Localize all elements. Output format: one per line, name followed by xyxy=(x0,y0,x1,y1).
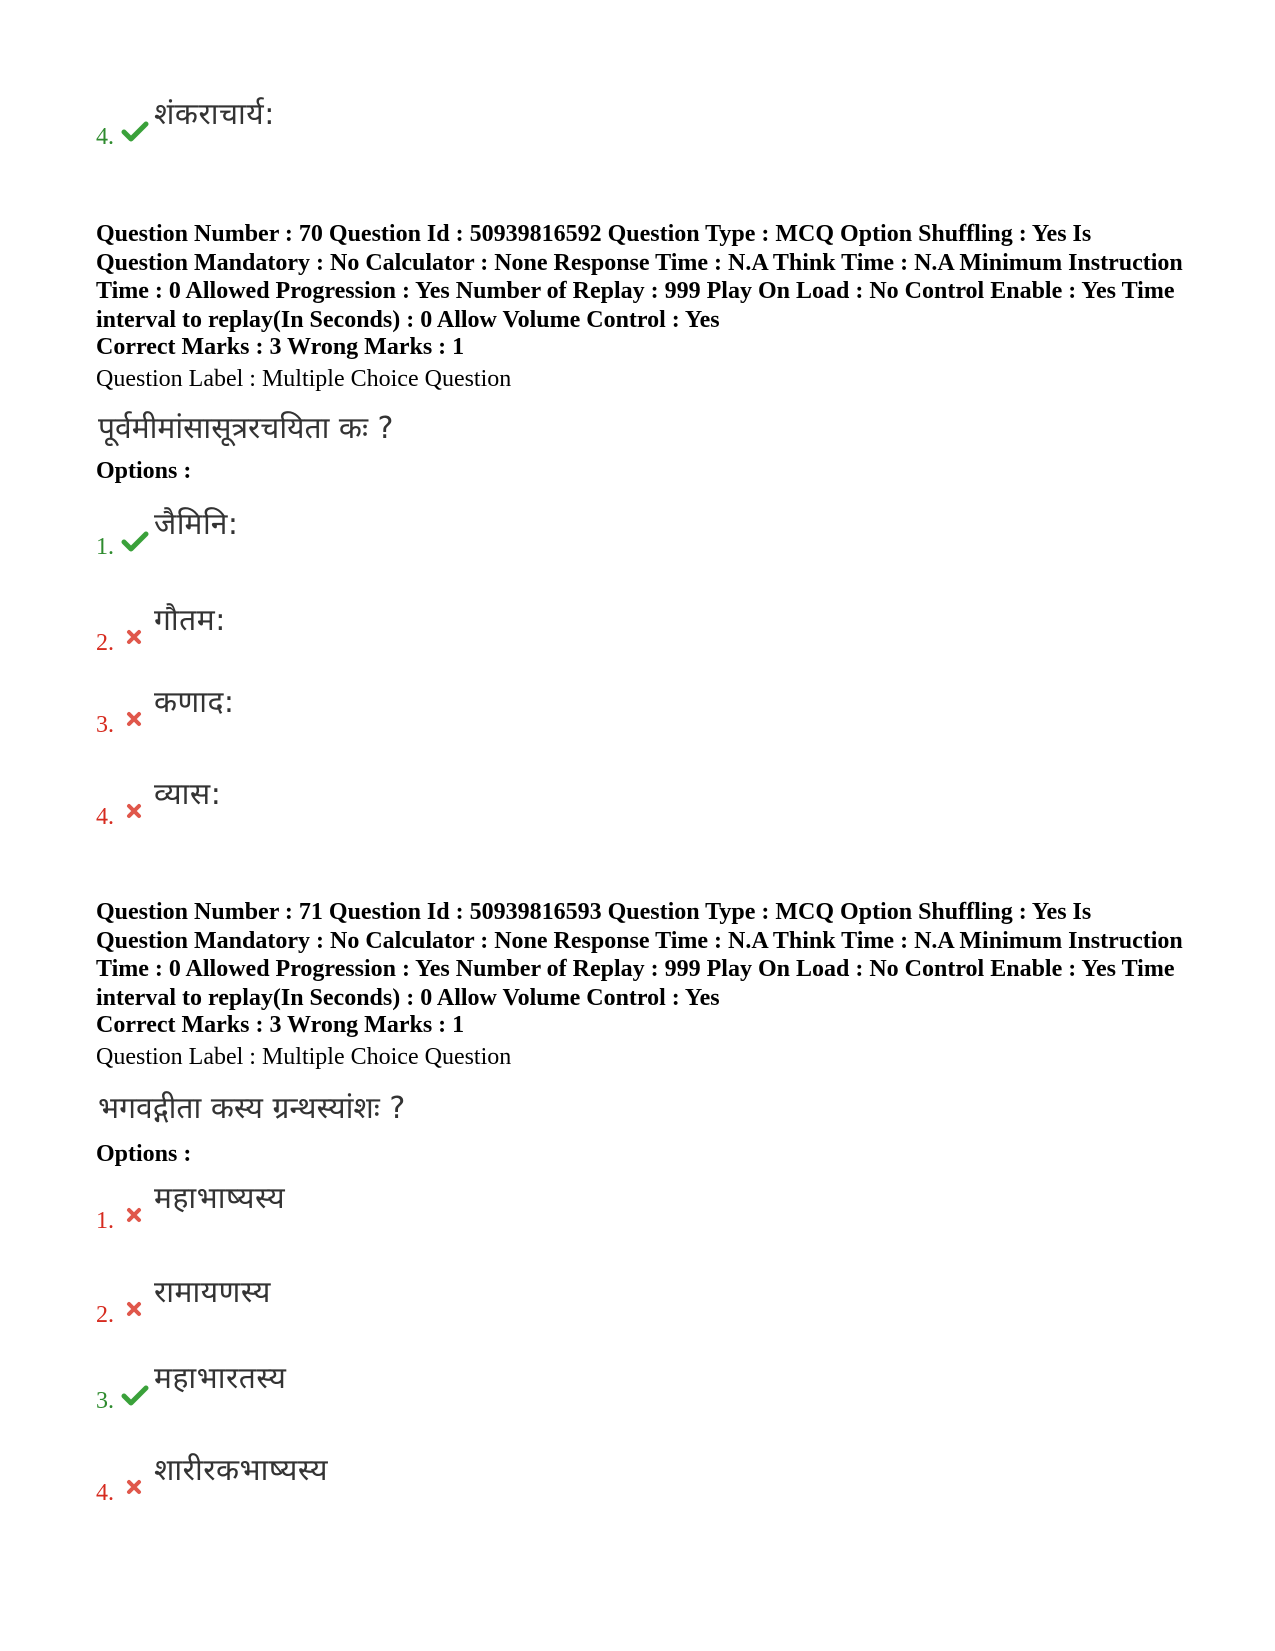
check-icon xyxy=(120,1383,150,1407)
question-marks: Correct Marks : 3 Wrong Marks : 1 xyxy=(96,334,465,360)
option-row xyxy=(96,685,235,738)
option-text: महाभारतस्य xyxy=(154,1361,287,1396)
option-row xyxy=(96,603,226,656)
option-row xyxy=(96,97,275,150)
option-number: 2. xyxy=(96,630,114,656)
option-text: महाभाष्यस्य xyxy=(154,1181,286,1216)
cross-icon xyxy=(120,1475,150,1499)
option-row xyxy=(96,1453,328,1506)
option-number: 3. xyxy=(96,712,114,738)
options-heading: Options : xyxy=(96,1141,192,1167)
option-text: जैमिनि: xyxy=(154,507,239,542)
cross-icon xyxy=(120,1297,150,1321)
cross-icon xyxy=(120,625,150,649)
cross-icon xyxy=(120,1203,150,1227)
option-text: शंकराचार्य: xyxy=(154,97,275,132)
option-number: 1. xyxy=(96,534,114,560)
question-meta: Question Number : 71 Question Id : 50939816593 Question Type : MCQ Option Shuffling : Yes Is Question Mandatory : No Calculator : None Response Time : N.A Think Time : N.A Minimum Instruction Time : 0 Allowed Progression : Yes Number of Replay : 999 Play On Load : No Control Enable : Yes Time interval to replay(In Seconds) : 0 Allow Volume Control : Yes xyxy=(96,899,1183,1011)
question-meta: Question Number : 70 Question Id : 50939816592 Question Type : MCQ Option Shuffling : Yes Is Question Mandatory : No Calculator : None Response Time : N.A Think Time : N.A Minimum Instruction Time : 0 Allowed Progression : Yes Number of Replay : 999 Play On Load : No Control Enable : Yes Time interval to replay(In Seconds) : 0 Allow Volume Control : Yes xyxy=(96,221,1183,333)
option-number: 2. xyxy=(96,1302,114,1328)
option-number: 3. xyxy=(96,1388,114,1414)
option-row xyxy=(96,1181,286,1234)
question-label: Question Label : Multiple Choice Question xyxy=(96,1044,512,1070)
option-text: रामायणस्य xyxy=(154,1275,271,1310)
cross-icon xyxy=(120,707,150,731)
option-number: 1. xyxy=(96,1208,114,1234)
option-row xyxy=(96,777,222,830)
option-row xyxy=(96,507,239,560)
option-number: 4. xyxy=(96,1480,114,1506)
check-icon xyxy=(120,119,150,143)
option-row xyxy=(96,1361,287,1414)
question-label: Question Label : Multiple Choice Question xyxy=(96,366,512,392)
check-icon xyxy=(120,529,150,553)
options-heading: Options : xyxy=(96,458,192,484)
option-text: कणाद: xyxy=(154,685,235,720)
option-row xyxy=(96,1275,271,1328)
option-text: शारीरकभाष्यस्य xyxy=(154,1453,328,1488)
question-text: पूर्वमीमांसासूत्ररचयिता कः ? xyxy=(98,411,394,446)
option-number: 4. xyxy=(96,804,114,830)
question-text: भगवद्गीता कस्य ग्रन्थस्यांशः ? xyxy=(98,1091,406,1126)
option-text: गौतम: xyxy=(154,603,226,638)
option-number: 4. xyxy=(96,124,114,150)
option-text: व्यास: xyxy=(154,777,222,812)
question-marks: Correct Marks : 3 Wrong Marks : 1 xyxy=(96,1012,465,1038)
cross-icon xyxy=(120,799,150,823)
